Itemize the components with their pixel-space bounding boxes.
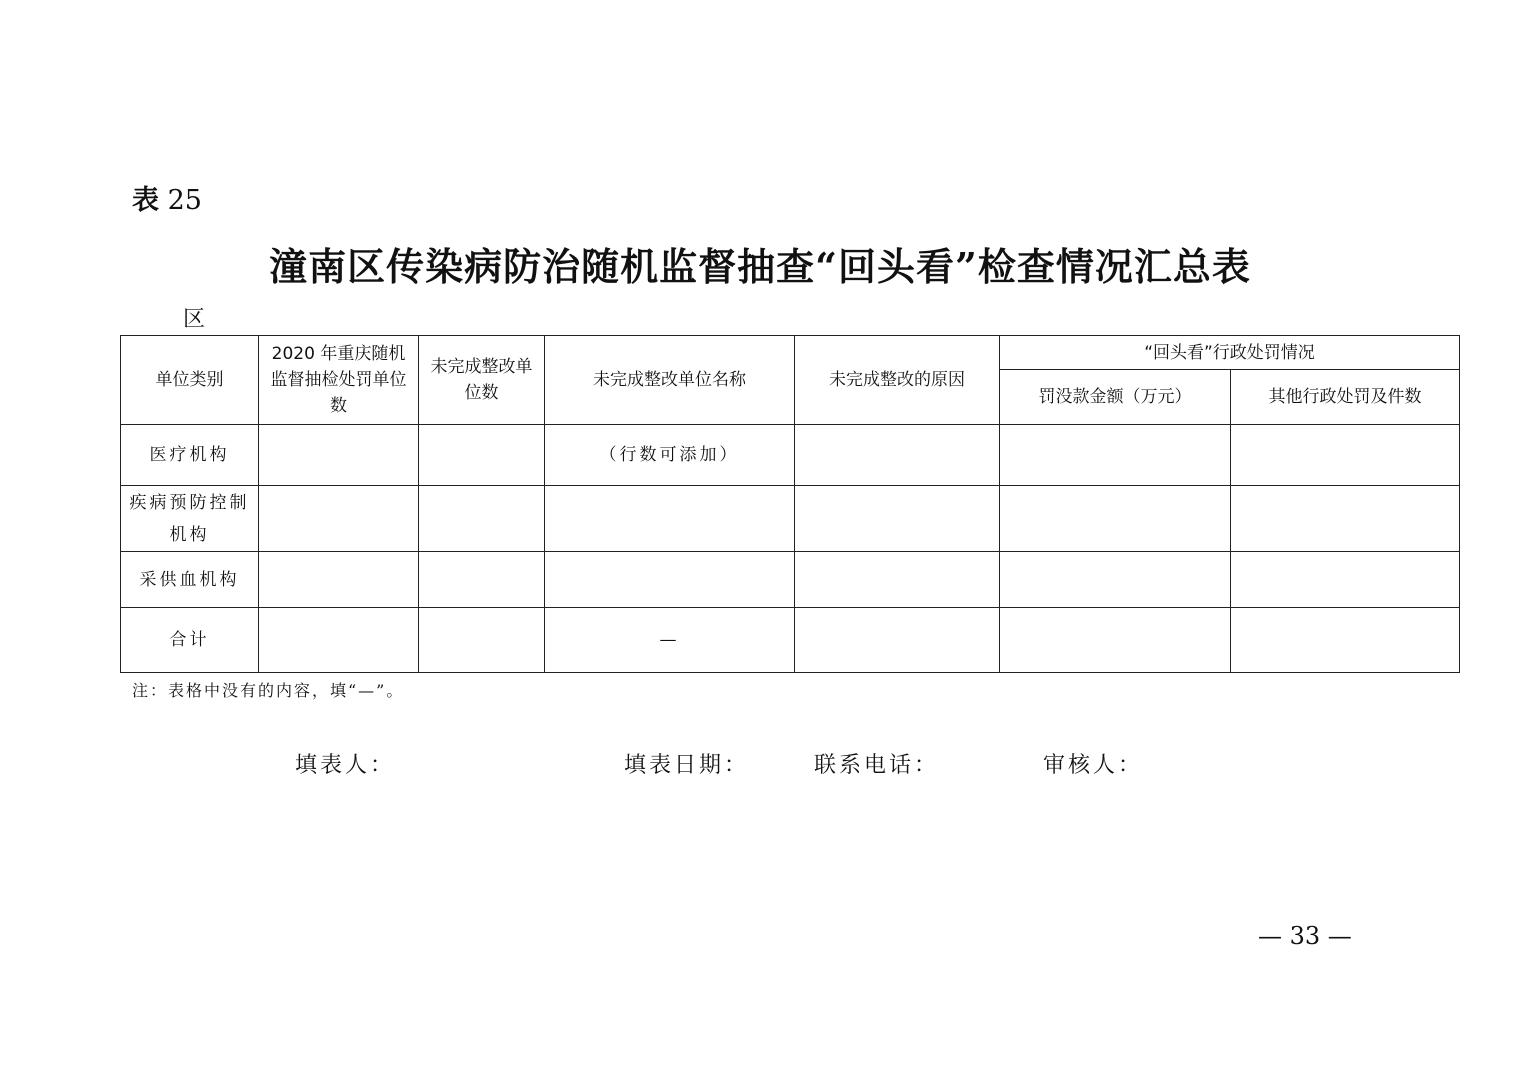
header-unrectified-reason: 未完成整改的原因 — [795, 336, 1000, 425]
table-number-label — [132, 178, 202, 217]
cell — [1000, 608, 1231, 673]
header-penalty-group: “回头看”行政处罚情况 — [1000, 336, 1460, 370]
page-title: 潼南区传染病防治随机监督抽查“回头看”检查情况汇总表 — [269, 244, 1251, 289]
cell — [1231, 425, 1460, 486]
table-row — [121, 486, 1460, 552]
district-label: 区 — [183, 307, 206, 332]
row-category: 合计 — [121, 608, 259, 673]
header-penalized-units: 2020 年重庆随机监督抽检处罚单位数 — [259, 336, 419, 425]
contact-phone-label: 联系电话： — [814, 753, 940, 778]
table-note: 注：表格中没有的内容，填“—”。 — [132, 681, 405, 700]
cell — [259, 486, 419, 552]
table-row — [121, 425, 1460, 486]
cell — [419, 486, 545, 552]
filler-label: 填表人： — [295, 753, 396, 778]
cell — [1231, 486, 1460, 552]
table-label-number: 25 — [167, 185, 202, 216]
cell — [1231, 552, 1460, 608]
table-row-total — [121, 608, 1460, 673]
reviewer-label: 审核人： — [1043, 753, 1144, 778]
row-names-cell: （行数可添加） — [545, 425, 795, 486]
row-names-cell: — — [545, 608, 795, 673]
cell — [795, 425, 1000, 486]
row-names-cell — [545, 552, 795, 608]
header-unrectified-count: 未完成整改单位数 — [419, 336, 545, 425]
row-names-cell — [545, 486, 795, 552]
header-unit-type: 单位类别 — [121, 336, 259, 425]
row-category: 采供血机构 — [121, 552, 259, 608]
cell — [419, 552, 545, 608]
row-category: 疾病预防控制机构 — [121, 486, 259, 552]
summary-table — [120, 335, 1460, 673]
table-label-prefix: 表 — [132, 185, 159, 216]
row-category: 医疗机构 — [121, 425, 259, 486]
cell — [1231, 608, 1460, 673]
cell — [259, 608, 419, 673]
header-unrectified-names: 未完成整改单位名称 — [545, 336, 795, 425]
header-other-penalties: 其他行政处罚及件数 — [1231, 370, 1460, 425]
header-fine-amount: 罚没款金额（万元） — [1000, 370, 1231, 425]
cell — [1000, 552, 1231, 608]
cell — [259, 425, 419, 486]
table-header-row — [121, 336, 1460, 370]
fill-date-label: 填表日期： — [624, 753, 750, 778]
page-number: — 33 — — [1258, 922, 1352, 950]
cell — [419, 608, 545, 673]
cell — [795, 552, 1000, 608]
cell — [259, 552, 419, 608]
cell — [795, 486, 1000, 552]
cell — [795, 608, 1000, 673]
table-row — [121, 552, 1460, 608]
cell — [1000, 486, 1231, 552]
cell — [419, 425, 545, 486]
cell — [1000, 425, 1231, 486]
